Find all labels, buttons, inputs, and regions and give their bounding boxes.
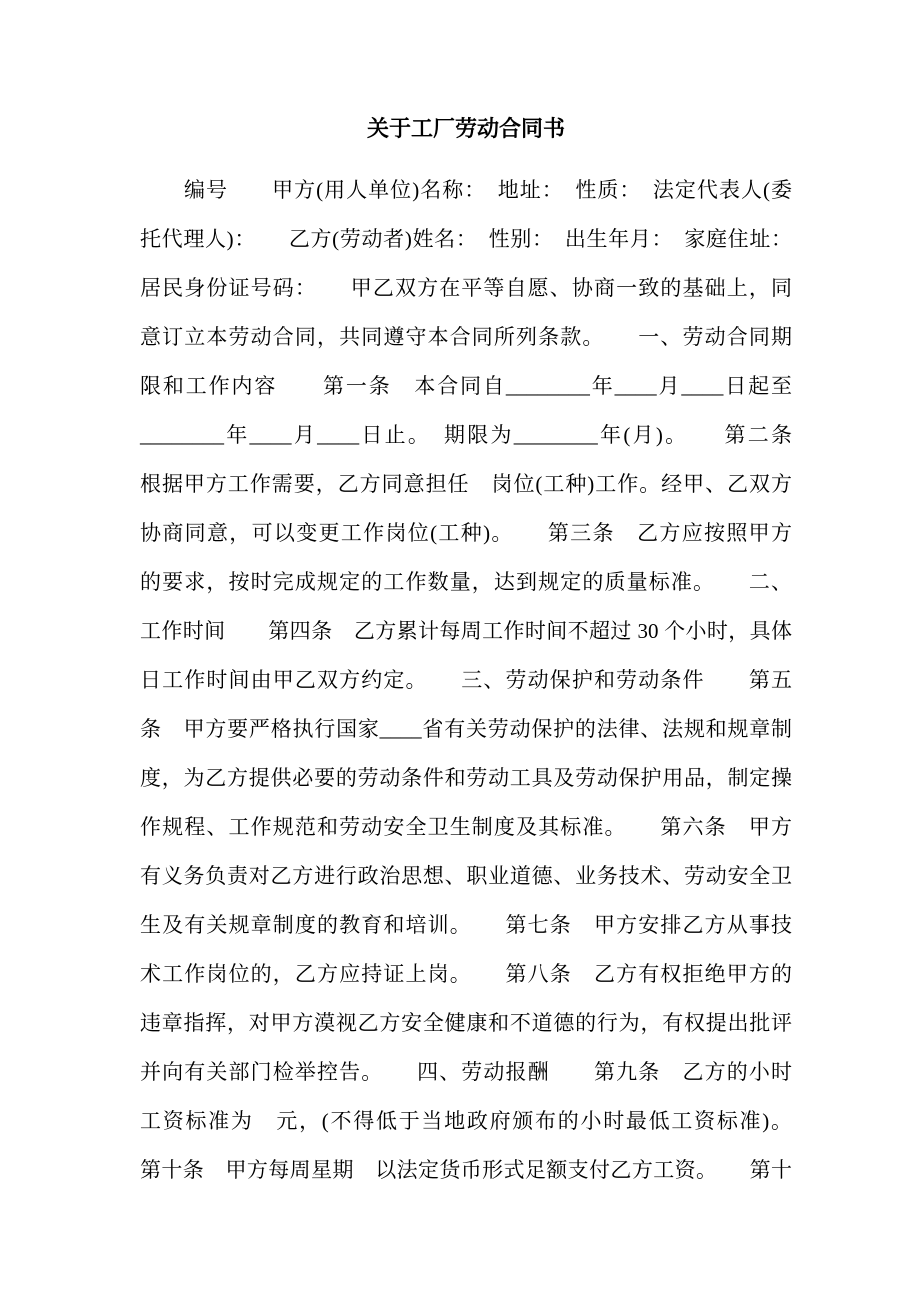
paragraph-line: 工资标准为 元，(不得低于当地政府颁布的小时最低工资标准)。: [140, 1109, 792, 1133]
paragraph-line: 意订立本劳动合同，共同遵守本合同所列条款。 一、劳动合同期: [140, 325, 792, 349]
paragraph-line: 居民身份证号码： 甲乙双方在平等自愿、协商一致的基础上，同: [140, 276, 792, 300]
paragraph-line: 限和工作内容 第一条 本合同自________年____月____日起至: [140, 374, 792, 398]
paragraph-line: 日工作时间由甲乙双方约定。 三、劳动保护和劳动条件 第五: [140, 668, 792, 692]
paragraph-line: 度，为乙方提供必要的劳动条件和劳动工具及劳动保护用品，制定操: [140, 766, 792, 790]
paragraph-line: 作规程、工作规范和劳动安全卫生制度及其标准。 第六条 甲方: [140, 815, 792, 839]
paragraph-line: 编号 甲方(用人单位)名称： 地址： 性质： 法定代表人(委: [140, 178, 792, 202]
paragraph-line: 工作时间 第四条 乙方累计每周工作时间不超过 30 个小时，具体: [140, 619, 792, 643]
paragraph-line: 条 甲方要严格执行国家____省有关劳动保护的法律、法规和规章制: [140, 717, 792, 741]
paragraph-line: 术工作岗位的，乙方应持证上岗。 第八条 乙方有权拒绝甲方的: [140, 962, 792, 986]
paragraph-line: 并向有关部门检举控告。 四、劳动报酬 第九条 乙方的小时: [140, 1060, 792, 1084]
document-title: 关于工厂劳动合同书: [366, 116, 565, 141]
paragraph-line: 第十条 甲方每周星期 以法定货币形式足额支付乙方工资。 第十: [140, 1158, 792, 1182]
document-body: [140, 166, 792, 1195]
paragraph-line: 生及有关规章制度的教育和培训。 第七条 甲方安排乙方从事技: [140, 913, 792, 937]
paragraph-line: 的要求，按时完成规定的工作数量，达到规定的质量标准。 二、: [140, 570, 792, 594]
paragraph-line: ________年____月____日止。 期限为________年(月)。 第二条: [140, 423, 792, 447]
paragraph-line: 违章指挥，对甲方漠视乙方安全健康和不道德的行为，有权提出批评: [140, 1011, 792, 1035]
paragraph-line: 有义务负责对乙方进行政治思想、职业道德、业务技术、劳动安全卫: [140, 864, 792, 888]
paragraph-line: 协商同意，可以变更工作岗位(工种)。 第三条 乙方应按照甲方: [140, 521, 792, 545]
paragraph-line: 托代理人)： 乙方(劳动者)姓名： 性别： 出生年月： 家庭住址：: [140, 227, 792, 251]
paragraph-line: 根据甲方工作需要，乙方同意担任 岗位(工种)工作。经甲、乙双方: [140, 472, 792, 496]
